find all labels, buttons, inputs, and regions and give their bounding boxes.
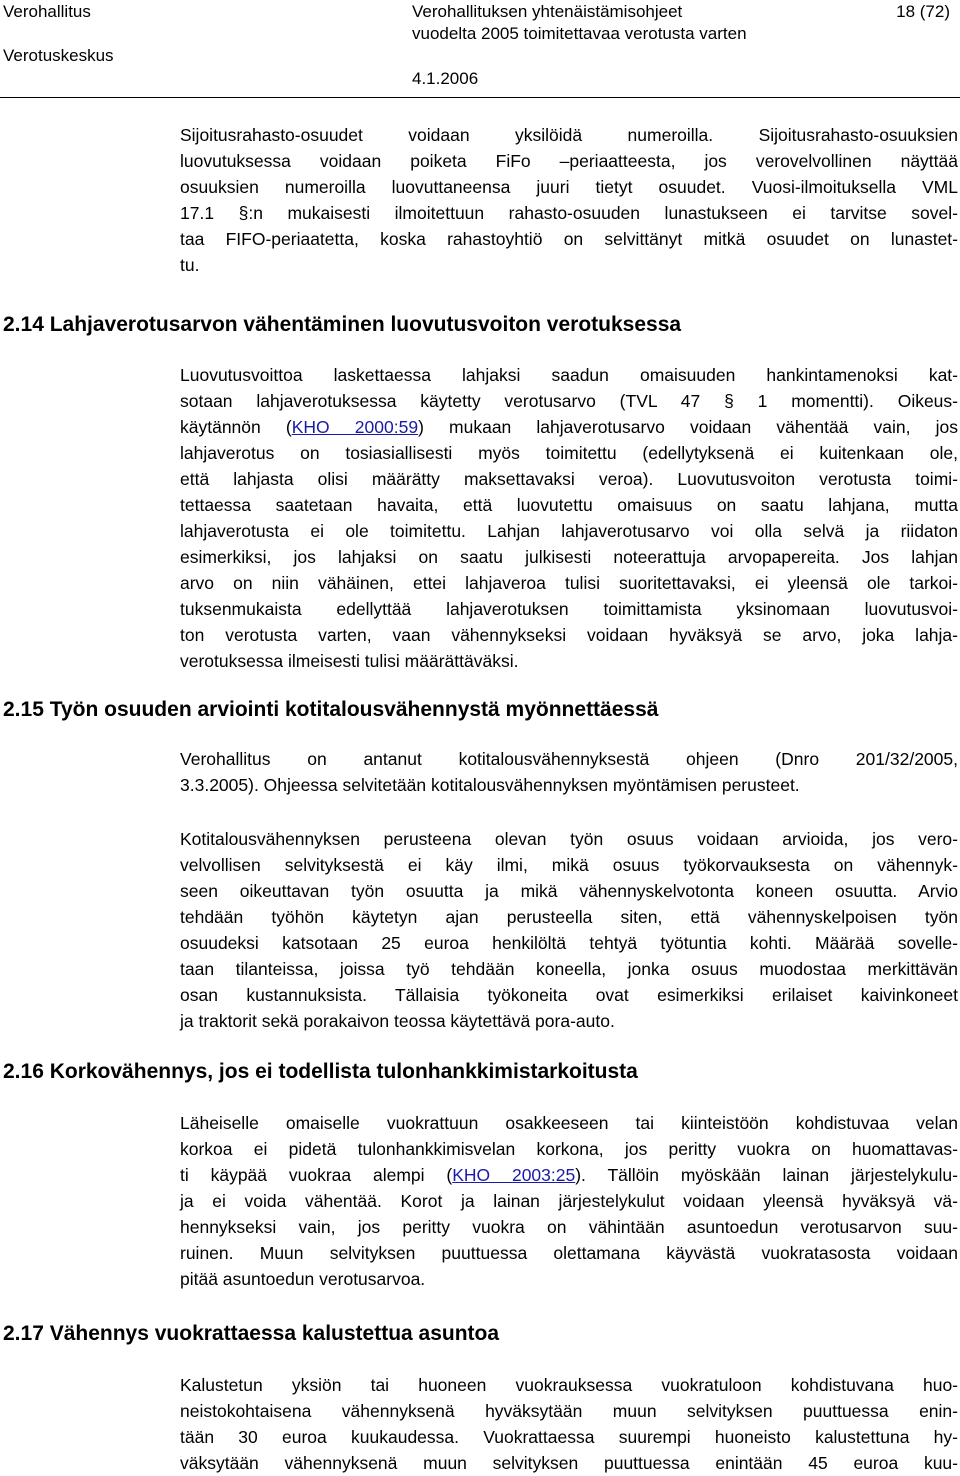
text-line: osuudeksi katsotaan 25 euroa henkilöltä tehtyä työtuntia kohti. Määrää sovelle-: [180, 933, 958, 953]
text-line: tuksenmukaista edellyttää lahjaverotuksen toimittamista yksinomaan luovutusvoi-: [180, 599, 958, 619]
text-line: tehdään työhön käytetyn ajan perusteella siten, että vähennyskelpoisen työn: [180, 907, 958, 927]
text-line: ja ei voida vähentää. Korot ja lainan järjestelykulut voidaan yleensä hyväksyä vä-: [180, 1191, 958, 1211]
header-organization: Verohallitus: [3, 2, 91, 21]
text-line: Luovutusvoittoa laskettaessa lahjaksi saadun omaisuuden hankintamenoksi kat-: [180, 365, 958, 385]
kho-2003-25-link[interactable]: KHO 2003:25: [452, 1165, 576, 1185]
section-2-16-paragraph: [180, 1110, 958, 1292]
text-line: Verohallitus on antanut kotitalousvähennyksestä ohjeen (Dnro 201/32/2005,: [180, 749, 958, 769]
section-heading-2-17: 2.17 Vähennys vuokrattaessa kalustettua asuntoa: [3, 1322, 500, 1345]
header-document-title: Verohallituksen yhtenäistämisohjeet: [412, 2, 683, 21]
section-2-14-paragraph: [180, 362, 958, 674]
header-sub-organization: Verotuskeskus: [3, 46, 114, 65]
text-line: tettaessa saatetaan havaita, että luovutettu omaisuus on saatu lahjana, mutta: [180, 495, 958, 515]
section-heading-2-16: 2.16 Korkovähennys, jos ei todellista tulonhankkimistarkoitusta: [3, 1060, 638, 1083]
kho-2000-59-link[interactable]: KHO 2000:59: [291, 417, 419, 437]
text-line: hennykseksi vain, jos peritty vuokra on vähintään asuntoedun verotusarvon suu-: [180, 1217, 958, 1237]
text-line: Sijoitusrahasto-osuudet voidaan yksilöidä numeroilla. Sijoitusrahasto-osuuksien: [180, 125, 958, 145]
text-line: 17.1 §:n mukaisesti ilmoitettuun rahasto-osuuden lunastukseen ei tarvitse sovel-: [180, 203, 958, 223]
text-line: väksytään vähennyksenä muun selvityksen puuttuessa enintään 45 euroa kuu-: [180, 1453, 958, 1473]
text-line: Kalustetun yksiön tai huoneen vuokrauksessa vuokratuloon kohdistuvana huo-: [180, 1375, 958, 1395]
text-line: neistokohtaisena vähennyksenä hyväksytään muun selvityksen puuttuessa enin-: [180, 1401, 958, 1421]
text-line: arvo on niin vähäinen, ettei lahjaveroa tulisi suoritettavaksi, ei yleensä ole tarkoi-: [180, 573, 958, 593]
text-line: korkoa ei pidetä tulonhankkimisvelan korkona, jos peritty vuokra on huomattavas-: [180, 1139, 958, 1159]
text-line: tu.: [180, 255, 200, 275]
header-page-number: 18 (72): [896, 2, 950, 21]
text-line: osuuksien numeroilla luovuttaneensa juuri tietyt osuudet. Vuosi-ilmoituksella VML: [180, 177, 958, 197]
text-line: tään 30 euroa kuukaudessa. Vuokrattaessa suurempi huoneisto kalustettuna hy-: [180, 1427, 958, 1447]
text-fragment: käytännön (: [180, 417, 292, 437]
text-line: että lahjasta olisi määrätty maksettavaksi veroa). Luovutusvoiton verotusta toimi-: [180, 469, 958, 489]
header-document-subtitle: vuodelta 2005 toimitettavaa verotusta varten: [412, 24, 747, 43]
text-line: ton verotusta varten, vaan vähennykseksi voidaan hyväksyä se arvo, joka lahja-: [180, 625, 958, 645]
text-line: taan tilanteissa, joissa työ tehdään koneella, jonka osuus muodostaa merkittävän: [180, 959, 958, 979]
text-line: lahjaverotus on tosiasiallisesti myös toimitettu (edellytyksenä ei kuitenkaan ole,: [180, 443, 958, 463]
text-fragment: ) mukaan lahjaverotusarvo voidaan vähentää vain, jos: [418, 417, 959, 437]
text-fragment: ). Tällöin myöskään lainan järjestelykulu-: [575, 1165, 958, 1185]
text-line: [180, 414, 958, 440]
text-line: seen oikeuttavan työn osuutta ja mikä vähennyskelvotonta koneen osuutta. Arvio: [180, 881, 958, 901]
header-divider: [0, 97, 960, 98]
text-line: sotaan lahjaverotuksessa käytetty verotusarvo (TVL 47 § 1 momentti). Oikeus-: [180, 391, 958, 411]
text-line: osan kustannuksista. Tällaisia työkoneita ovat esimerkiksi erilaiset kaivinkoneet: [180, 985, 958, 1005]
section-2-15-paragraph-2: [180, 826, 958, 1034]
section-heading-2-14: 2.14 Lahjaverotusarvon vähentäminen luovutusvoiton verotuksessa: [3, 313, 682, 336]
text-line: [180, 1162, 958, 1188]
text-line: lahjaverotusta ei ole toimitettu. Lahjan lahjaverotusarvo voi olla selvä ja riidaton: [180, 521, 958, 541]
text-line: velvollisen selvityksestä ei käy ilmi, mikä osuus työkorvauksesta on vähennyk-: [180, 855, 958, 875]
text-line: Läheiselle omaiselle vuokrattuun osakkeeseen tai kiinteistöön kohdistuvaa velan: [180, 1113, 958, 1133]
text-line: Kotitalousvähennyksen perusteena olevan työn osuus voidaan arvioida, jos vero-: [180, 829, 958, 849]
text-line: esimerkiksi, jos lahjaksi on saatu julkisesti noteerattuja arvopapereita. Jos lahjan: [180, 547, 958, 567]
text-line: ja traktorit sekä porakaivon teossa käytettävä pora-auto.: [180, 1011, 615, 1031]
intro-paragraph: [180, 122, 958, 278]
text-line: taa FIFO-periaatetta, koska rahastoyhtiö on selvittänyt mitkä osuudet on lunastet-: [180, 229, 958, 249]
section-heading-2-15: 2.15 Työn osuuden arviointi kotitalousvähennystä myönnettäessä: [3, 698, 659, 721]
text-line: pitää asuntoedun verotusarvoa.: [180, 1269, 426, 1289]
text-line: ruinen. Muun selvityksen puuttuessa olettamana käyvästä vuokratasosta voidaan: [180, 1243, 958, 1263]
header-date: 4.1.2006: [412, 69, 479, 88]
section-2-15-paragraph-1: [180, 746, 958, 798]
text-line: 3.3.2005). Ohjeessa selvitetään kotitalousvähennyksen myöntämisen perusteet.: [180, 775, 800, 795]
section-2-17-paragraph: [180, 1372, 958, 1476]
text-fragment: ti käypää vuokraa alempi (: [180, 1165, 453, 1185]
text-line: luovutuksessa voidaan poiketa FiFo –periaatteesta, jos verovelvollinen näyttää: [180, 151, 958, 171]
text-line: verotuksessa ilmeisesti tulisi määrättäväksi.: [180, 651, 519, 671]
page-header: [0, 0, 960, 100]
